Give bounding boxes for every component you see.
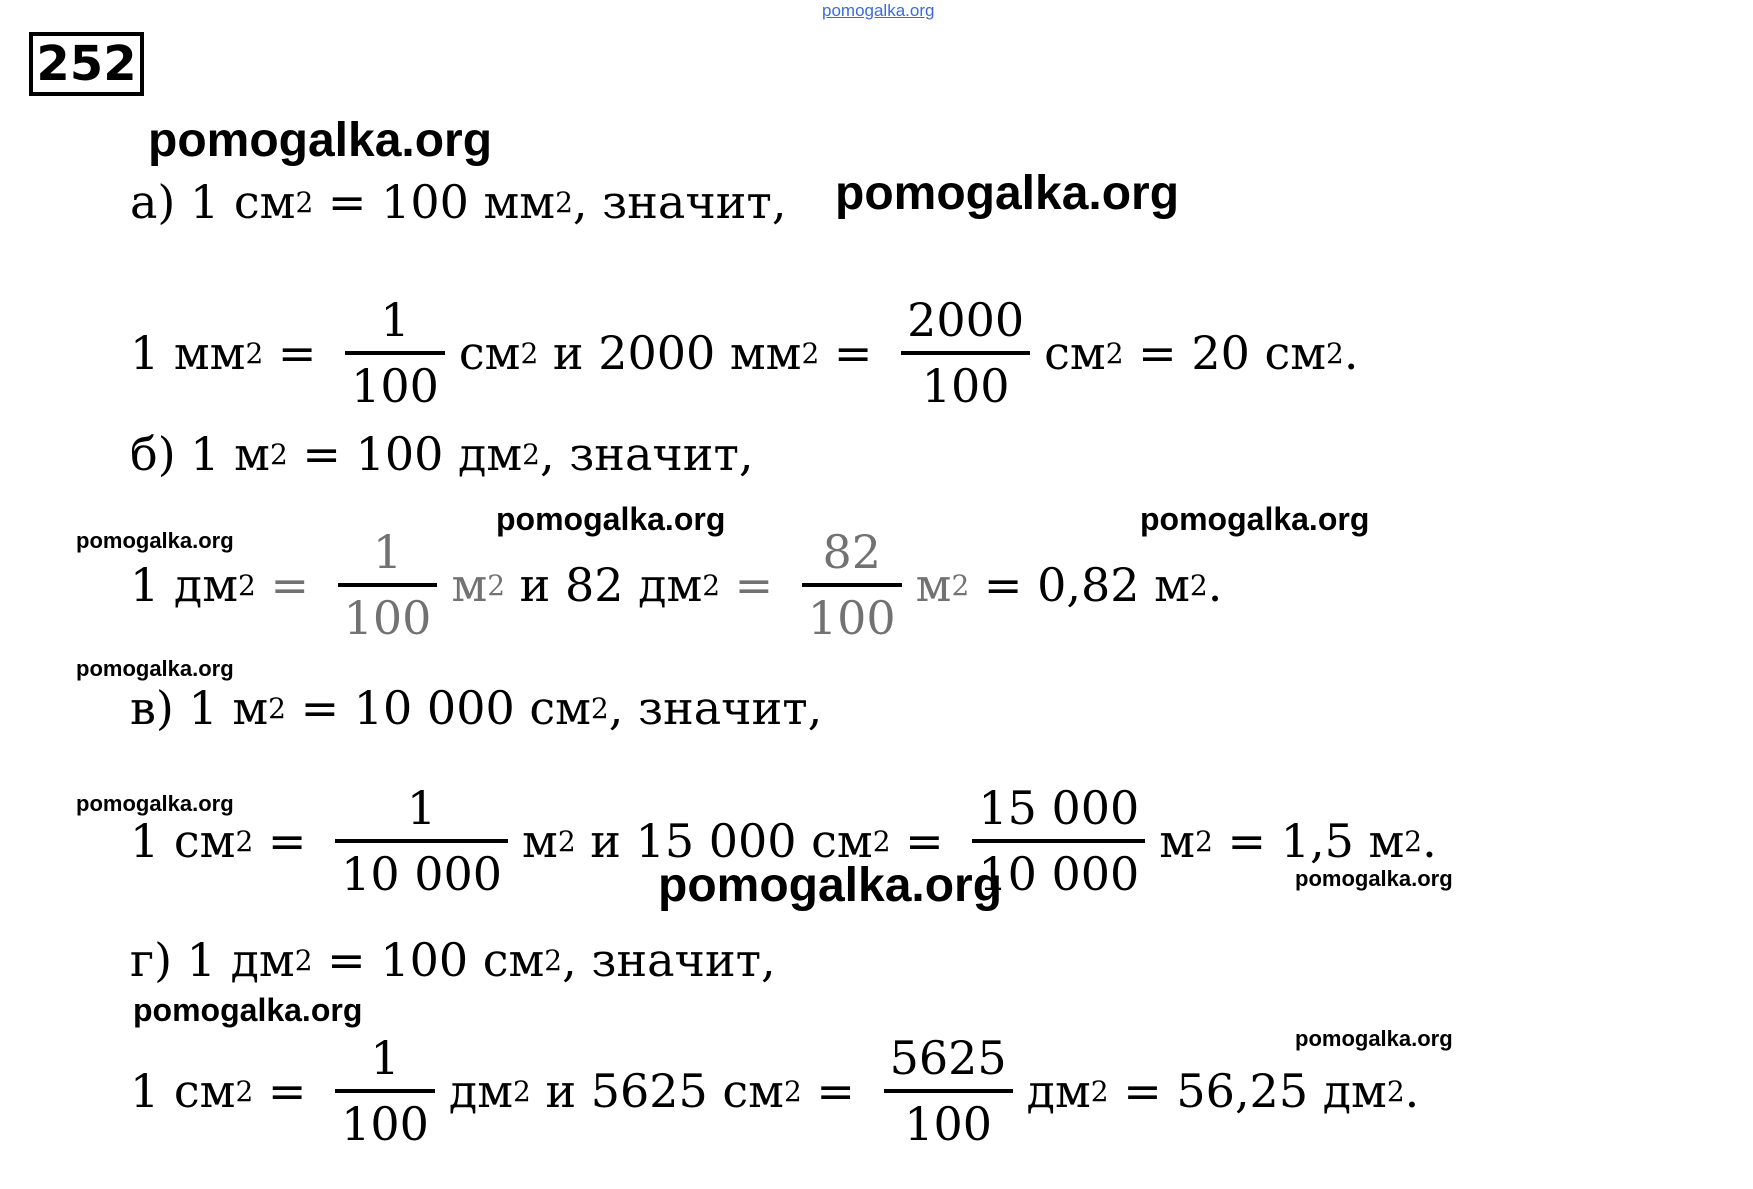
numerator: 82 [822,525,882,579]
exponent: 2 [512,1074,531,1108]
unit: м [522,814,558,868]
denominator: 100 [343,591,432,645]
value: 100 [381,175,469,229]
watermark-text: pomogalka.org [496,501,726,537]
exponent: 2 [1195,824,1213,858]
value: 1 [190,427,220,481]
conclusion-text: , значит, [539,427,754,481]
unit: см [482,933,545,987]
unit: см [1044,326,1106,380]
expression: 1 мм [130,326,246,380]
period: . [1404,1064,1420,1118]
unit: см [458,326,521,380]
denominator: 100 [807,591,896,645]
part-d-calc: 1 см 2 = $\frac{1}{100}$ дм 2 и 5625 см 2 = $\frac{5625}{100}$ дм 2 = 56,25 дм 2 . [130,1031,1420,1151]
exponent: 2 [872,824,891,858]
exponent: 2 [487,568,506,602]
unit: см [529,681,591,735]
unit: мм [483,175,556,229]
numerator: 15 000 [978,781,1140,835]
fraction [338,525,438,645]
part-a-calc: 1 мм 2 = $\frac{1}{100}$ см 2 и 2000 мм 2 = $\frac{2000}{100}$ см 2 = 20 см 2 . [130,293,1359,413]
watermark-text: pomogalka.org [835,167,1180,220]
part-a-intro [130,172,786,232]
exponent: 2 [238,568,256,602]
watermark-link-top[interactable]: pomogalka.org [822,1,935,20]
exponent: 2 [268,691,286,725]
unit: м [915,558,952,612]
exponent: 2 [235,1074,254,1108]
equals-sign: = [300,681,340,735]
numerator: 5625 [889,1031,1007,1085]
exponent: 2 [555,185,573,219]
exponent: 2 [544,943,563,977]
exponent: 2 [294,943,313,977]
exponent: 2 [1326,336,1344,370]
numerator: 1 [406,781,437,835]
expression: 5625 см [590,1064,784,1118]
fraction [901,293,1030,413]
unit: дм [458,427,523,481]
conclusion-text: , значит, [572,175,787,229]
unit: м [1159,814,1196,868]
unit: м [234,427,270,481]
period: . [1343,326,1359,380]
exponent: 2 [269,437,288,471]
watermark-text: pomogalka.org [148,114,493,167]
exponent: 2 [520,336,539,370]
watermark-text: pomogalka.org [76,791,234,816]
denominator: 100 [921,359,1010,413]
equals-sign: = [327,933,366,987]
task-number-box: 252 [29,32,144,96]
expression: 1 см [130,814,236,868]
part-label: б) [130,427,176,481]
fraction [335,1031,435,1151]
value: 100 [355,427,444,481]
numerator: 1 [380,293,410,347]
watermark-text: pomogalka.org [1295,1026,1453,1051]
denominator: 100 [904,1097,993,1151]
part-label: г) [130,933,173,987]
conjunction: и [545,1064,577,1118]
fraction [802,525,902,645]
exponent: 2 [235,824,254,858]
unit: дм [1026,1064,1091,1118]
part-b-calc: 1 дм 2 = $\frac{1}{100}$ м 2 и 82 дм 2 = $\frac{82}{100}$ м 2 = 0,82 м 2 . [130,525,1223,645]
exponent: 2 [1404,824,1423,858]
unit: см [233,175,296,229]
exponent: 2 [702,568,721,602]
exponent: 2 [245,336,264,370]
conjunction: и [552,326,584,380]
exponent: 2 [522,437,540,471]
period: . [1422,814,1437,868]
unit: дм [230,933,295,987]
watermark-text: pomogalka.org [1295,866,1453,891]
conjunction: и [519,558,551,612]
exponent: 2 [1189,568,1208,602]
part-b-intro [130,424,754,484]
equals-sign: = [327,175,367,229]
denominator: 10 000 [341,847,503,901]
conjunction: и [590,814,621,868]
period: . [1207,558,1223,612]
value: 1 [188,681,218,735]
value: 10 000 [353,681,515,735]
unit: м [451,558,488,612]
conclusion-text: , значит, [608,681,823,735]
denominator: 100 [351,359,439,413]
numerator: 2000 [907,293,1025,347]
part-label: в) [130,681,174,735]
expression: 2000 мм [598,326,802,380]
expression: 1 см [130,1064,236,1118]
watermark-text: pomogalka.org [1140,501,1370,537]
watermark-text: pomogalka.org [133,992,363,1028]
exponent: 2 [951,568,970,602]
exponent: 2 [557,824,576,858]
fraction [335,781,508,901]
numerator: 1 [370,1031,400,1085]
part-d-intro [130,930,776,990]
unit: м [232,681,269,735]
watermark-text: pomogalka.org [76,656,234,681]
equals-sign: = [302,427,341,481]
exponent: 2 [1386,1074,1405,1108]
value: 1 [186,933,216,987]
expression: 82 дм [564,558,703,612]
part-c-calc: 1 см 2 = $\frac{1}{10 000}$ м 2 и 15 000 см 2 = $\frac{15 000}{10 000}$ м 2 = 1,5 м 2 . [130,781,1437,901]
denominator: 100 [341,1097,429,1151]
exponent: 2 [295,185,314,219]
expression: 1 дм [130,558,238,612]
value: 100 [380,933,469,987]
exponent: 2 [590,691,609,725]
numerator: 1 [372,525,403,579]
conclusion-text: , значит, [562,933,776,987]
fraction [884,1031,1013,1151]
result: 20 см [1191,326,1327,380]
result: 0,82 м [1037,558,1190,612]
watermark-text: pomogalka.org [658,859,1003,912]
part-label: а) [130,175,176,229]
exponent: 2 [801,336,820,370]
fraction [345,293,445,413]
value: 1 [190,175,220,229]
expression: 15 000 см [635,814,873,868]
unit: дм [448,1064,513,1118]
part-c-intro [130,678,822,738]
exponent: 2 [1105,336,1124,370]
result: 1,5 м [1280,814,1405,868]
watermark-text: pomogalka.org [76,528,234,553]
denominator: 10 000 [978,847,1140,901]
exponent: 2 [1090,1074,1109,1108]
exponent: 2 [783,1074,802,1108]
result: 56,25 дм [1176,1064,1387,1118]
